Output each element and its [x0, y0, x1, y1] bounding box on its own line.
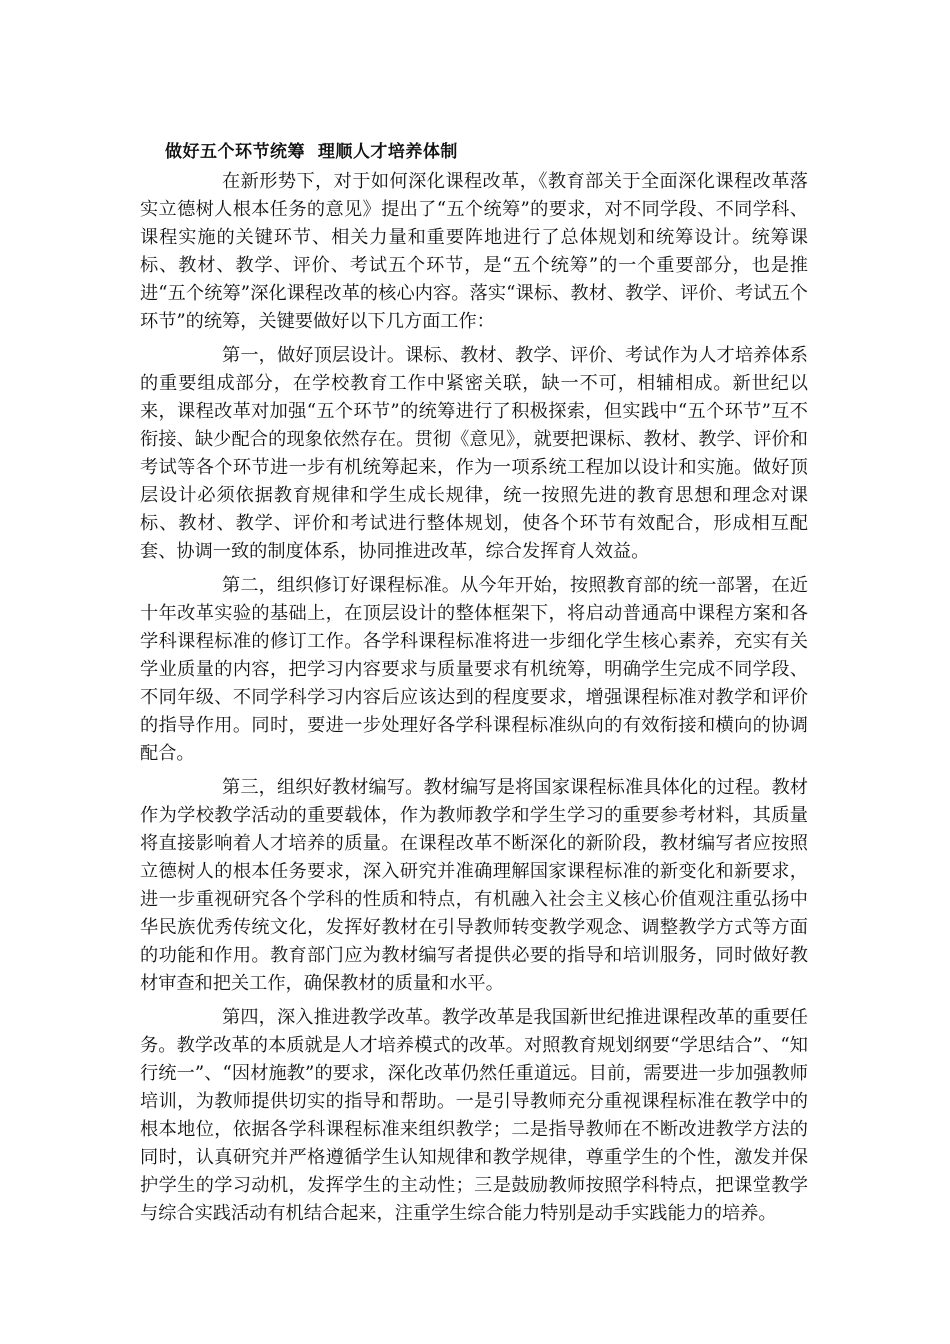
paragraph-third: 第三，组织好教材编写。教材编写是将国家课程标准具体化的过程。教材作为学校教学活动的重要载体，作为教师教学和学生学习的重要参考材料，其质量将直接影响着人才培养的质量。在课程改革不断深化的新阶段，教材编写者应按照立德树人的根本任务要求，深入研究并准确理解国家课程标准的新变化和新要求，进一步重视研究各个学科的性质和特点，有机融入社会主义核心价值观注重弘扬中华民族优秀传统文化，发挥好教材在引导教师转变教学观念、调整教学方式等方面的功能和作用。教育部门应为教材编写者提供必要的指导和培训服务，同时做好教材审查和把关工作，确保教材的质量和水平。	[140, 777, 808, 994]
document-body	[140, 168, 808, 1234]
document-title: 做好五个环节统筹 理顺人才培养体制	[165, 142, 458, 162]
paragraph-first: 第一，做好顶层设计。课标、教材、教学、评价、考试作为人才培养体系的重要组成部分，在学校教育工作中紧密关联，缺一不可，相辅相成。新世纪以来，课程改革对加强“五个环节”的统筹进行了积极探索，但实践中“五个环节”互不衔接、缺少配合的现象依然存在。贯彻《意见》，就要把课标、教材、教学、评价和考试等各个环节进一步有机统筹起来，作为一项系统工程加以设计和实施。做好顶层设计必须依据教育规律和学生成长规律，统一按照先进的教育思想和理念对课标、教材、教学、评价和考试进行整体规划，使各个环节有效配合，形成相互配套、协调一致的制度体系，协同推进改革，综合发挥育人效益。	[140, 345, 808, 562]
paragraph-fourth: 第四，深入推进教学改革。教学改革是我国新世纪推进课程改革的重要任务。教学改革的本质就是人才培养模式的改革。对照教育规划纲要“学思结合”、“知行统一”、“因材施教”的要求，深化改革仍然任重道远。目前，需要进一步加强教师培训，为教师提供切实的指导和帮助。一是引导教师充分重视课程标准在教学中的根本地位，依据各学科课程标准来组织教学；二是指导教师在不断改进教学方法的同时，认真研究并严格遵循学生认知规律和教学规律，尊重学生的个性，激发并保护学生的学习动机，发挥学生的主动性；三是鼓励教师按照学科特点，把课堂教学与综合实践活动有机结合起来，注重学生综合能力特别是动手实践能力的培养。	[140, 1007, 808, 1224]
paragraph-intro: 在新形势下，对于如何深化课程改革，《教育部关于全面深化课程改革落实立德树人根本任务的意见》提出了“五个统筹”的要求，对不同学段、不同学科、课程实施的关键环节、相关力量和重要阵地进行了总体规划和统筹设计。统筹课标、教材、教学、评价、考试五个环节，是“五个统筹”的一个重要部分，也是推进“五个统筹”深化课程改革的核心内容。落实“课标、教材、教学、评价、考试五个环节”的统筹，关键要做好以下几方面工作：	[140, 171, 808, 332]
paragraph-second: 第二，组织修订好课程标准。从今年开始，按照教育部的统一部署，在近十年改革实验的基础上，在顶层设计的整体框架下，将启动普通高中课程方案和各学科课程标准的修订工作。各学科课程标准将进一步细化学生核心素养，充实有关学业质量的内容，把学习内容要求与质量要求有机统筹，明确学生完成不同学段、不同年级、不同学科学习内容后应该达到的程度要求，增强课程标准对教学和评价的指导作用。同时，要进一步处理好各学科课程标准纵向的有效衔接和横向的协调配合。	[140, 575, 808, 764]
